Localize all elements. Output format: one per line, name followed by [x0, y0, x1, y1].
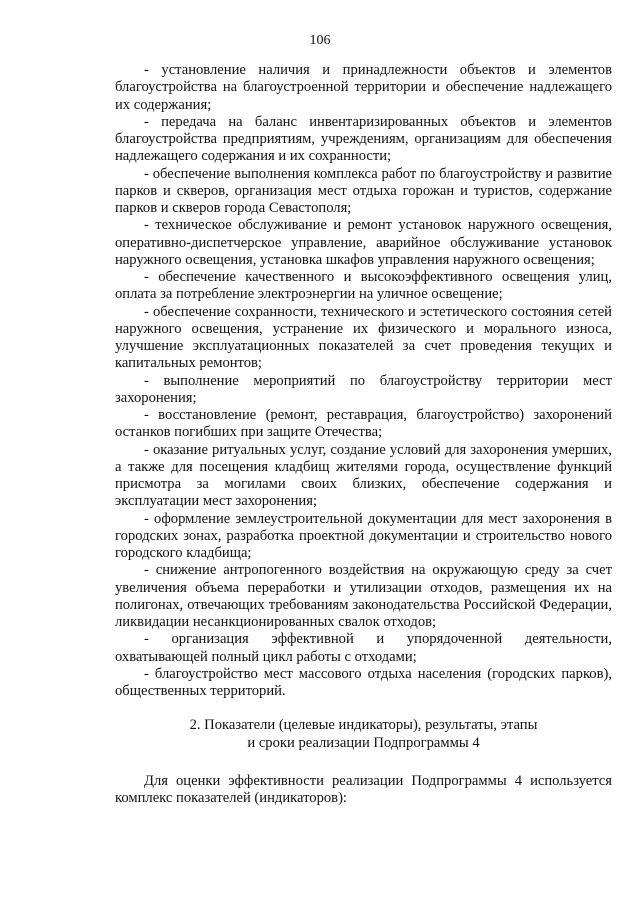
list-item: - выполнение мероприятий по благоустройству территории мест захоронения; — [115, 372, 612, 406]
section-heading-line: и сроки реализации Подпрограммы 4 — [247, 734, 480, 751]
list-item: - обеспечение выполнения комплекса работ по благоустройству и развитие парков и скверов, организация мест отдыха горожан и туристов, содержание парков и скверов города Севастополя; — [115, 165, 612, 216]
list-item: - передача на баланс инвентаризированных объектов и элементов благоустройства предприятиям, учреждениям, организациям для обеспечения надлежащего содержания и их сохранности; — [115, 113, 612, 165]
list-item: - техническое обслуживание и ремонт установок наружного освещения, оперативно-диспетчерское управление, аварийное обслуживание установок наружного освещения, установка шкафов управления наружного освещения; — [115, 217, 612, 268]
list-item: - установление наличия и принадлежности объектов и элементов благоустройства на благоустроенной территории и обеспечение надлежащего их содержания; — [115, 62, 612, 113]
list-item: - обеспечение качественного и высокоэффективного освещения улиц, оплата за потребление электроэнергии на уличное освещение; — [115, 269, 612, 303]
closing-paragraph: Для оценки эффективности реализации Подпрограммы 4 используется комплекс показателей (индикаторов): — [115, 772, 612, 806]
list-item: - восстановление (ремонт, реставрация, благоустройство) захоронений останков погибших при защите Отечества; — [115, 407, 612, 441]
document-body — [115, 62, 612, 807]
list-item: - благоустройство мест массового отдыха населения (городских парков), общественных территорий. — [115, 665, 612, 699]
section-heading — [115, 717, 612, 752]
list-item: - оформление землеустроительной документации для мест захоронения в городских зонах, разработка проектной документации и строительство нового городского кладбища; — [115, 510, 612, 561]
page-number: 106 — [309, 33, 331, 48]
list-item: - организация эффективной и упорядоченной деятельности, охватывающей полный цикл работы с отходами; — [115, 631, 612, 665]
list-item: - снижение антропогенного воздействия на окружающую среду за счет увеличения объема переработки и утилизации отходов, размещения их на полигонах, отвечающих требованиям законодательства Российской Федерации, ликвидации несанкционированных свалок отходов; — [115, 562, 612, 630]
list-item: - оказание ритуальных услуг, создание условий для захоронения умерших, а также для посещения кладбищ жителями города, осуществление функций присмотра за могилами своих близких, обеспечение содержания и эксплуатации мест захоронения; — [115, 441, 612, 510]
section-heading-line: 2. Показатели (целевые индикаторы), результаты, этапы — [189, 717, 538, 734]
list-item: - обеспечение сохранности, технического и эстетического состояния сетей наружного освещения, устранение их физического и морального износа, улучшение эксплуатационных показателей за счет проведения текущих и капитальных ремонтов; — [115, 303, 612, 372]
